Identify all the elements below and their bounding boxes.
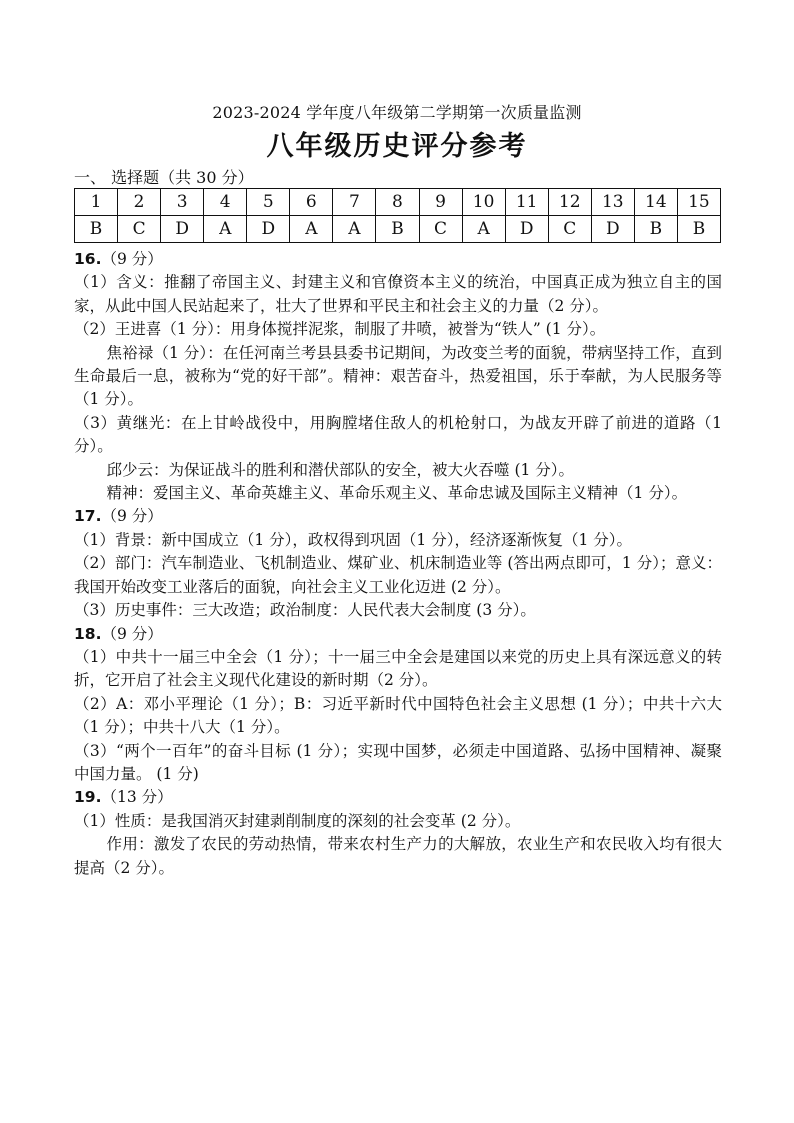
question-16-heading	[74, 248, 722, 271]
question-number: 18.	[74, 624, 102, 643]
question-number-cell: 15	[677, 189, 720, 216]
question-score: （13 分）	[101, 788, 173, 807]
answer-cell: B	[75, 216, 118, 243]
answer-cell: B	[634, 216, 677, 243]
question-number-cell: 14	[634, 189, 677, 216]
answer-paragraph: （1）背景：新中国成立（1 分），政权得到巩固（1 分），经济逐渐恢复（1 分）。	[74, 530, 632, 549]
answer-cell: A	[462, 216, 505, 243]
question-number-cell: 4	[204, 189, 247, 216]
answer-cell: A	[333, 216, 376, 243]
answer-key-table	[74, 188, 721, 243]
question-number-cell: 5	[247, 189, 290, 216]
answer-paragraph: （3）历史事件：三大改造；政治制度：人民代表大会制度 (3 分）。	[74, 601, 536, 620]
answer-cell: D	[505, 216, 548, 243]
question-number-cell: 10	[462, 189, 505, 216]
answer-paragraph: （2）A：邓小平理论（1 分）；B：习近平新时代中国特色社会主义思想 (1 分）；中共十六大（1 分）；中共十八大（1 分）。	[74, 694, 722, 737]
answer-cell: C	[118, 216, 161, 243]
section-heading-multiple-choice: 一、 选择题（共 30 分）	[74, 168, 254, 187]
answer-paragraph: （2）王进喜（1 分）：用身体搅拌泥浆，制服了井喷，被誉为“铁人” (1 分）。	[74, 320, 606, 339]
answer-cell: D	[161, 216, 204, 243]
question-number-cell: 2	[118, 189, 161, 216]
answer-cell: D	[247, 216, 290, 243]
question-number: 16.	[74, 250, 102, 268]
answer-paragraph: 精神：爱国主义、革命英雄主义、革命乐观主义、革命忠诚及国际主义精神（1 分）。	[106, 484, 688, 503]
question-17-heading	[74, 505, 722, 528]
answer-cell: A	[204, 216, 247, 243]
answer-paragraph: （3）“两个一百年”的奋斗目标 (1 分）；实现中国梦，必须走中国道路、弘扬中国精神、凝聚中国力量。 (1 分)	[74, 741, 722, 783]
exam-subtitle: 2023-2024 学年度八年级第二学期第一次质量监测	[212, 103, 582, 122]
answer-cell: C	[419, 216, 462, 243]
question-number-row	[75, 189, 721, 216]
answer-content	[74, 248, 722, 880]
question-number-cell: 1	[75, 189, 118, 216]
question-18-heading	[74, 623, 722, 646]
question-number: 17.	[74, 507, 102, 526]
answer-paragraph: （1）中共十一届三中全会（1 分）；十一届三中全会是建国以来党的历史上具有深远意义的转折，它开启了社会主义现代化建设的新时期（2 分）。	[74, 647, 722, 690]
answer-paragraph: 焦裕禄（1 分）：在任河南兰考县县委书记期间，为改变兰考的面貌，带病坚持工作，直到生命最后一息，被称为“党的好干部”。精神：艰苦奋斗，热爱祖国，乐于奉献，为人民服务等（1 分）。	[74, 343, 722, 409]
answer-cell: B	[376, 216, 419, 243]
question-number-cell: 7	[333, 189, 376, 216]
answer-paragraph: （1）含义：推翻了帝国主义、封建主义和官僚资本主义的统治，中国真正成为独立自主的国家，从此中国人民站起来了，壮大了世界和平民主和社会主义的力量（2 分）。	[74, 273, 722, 315]
question-number-cell: 9	[419, 189, 462, 216]
answer-row	[75, 216, 721, 243]
question-19-heading	[74, 786, 722, 809]
page-title: 八年级历史评分参考	[266, 131, 528, 162]
question-number-cell: 11	[505, 189, 548, 216]
answer-paragraph: （3）黄继光：在上甘岭战役中，用胸膛堵住敌人的机枪射口，为战友开辟了前进的道路（1 分）。	[74, 413, 722, 456]
answer-cell: A	[290, 216, 333, 243]
answer-paragraph: （2）部门：汽车制造业、飞机制造业、煤矿业、机床制造业等 (答出两点即可，1 分）；意义：我国开始改变工业落后的面貌，向社会主义工业化迈进 (2 分）。	[74, 554, 722, 596]
answer-paragraph: 作用：激发了农民的劳动热情，带来农村生产力的大解放，农业生产和农民收入均有很大提高（2 分）。	[74, 835, 722, 877]
question-score: （9 分）	[101, 624, 163, 643]
answer-paragraph: 邱少云：为保证战斗的胜利和潜伏部队的安全，被大火吞噬 (1 分）。	[106, 460, 575, 479]
question-score: （9 分）	[101, 507, 163, 526]
question-number-cell: 6	[290, 189, 333, 216]
answer-cell: D	[591, 216, 634, 243]
question-score: （9 分）	[101, 250, 163, 268]
question-number-cell: 13	[591, 189, 634, 216]
answer-paragraph: （1）性质：是我国消灭封建剥削制度的深刻的社会变革 (2 分）。	[74, 811, 521, 830]
answer-cell: C	[548, 216, 591, 243]
answer-cell: B	[677, 216, 720, 243]
question-number-cell: 3	[161, 189, 204, 216]
question-number: 19.	[74, 788, 102, 807]
question-number-cell: 12	[548, 189, 591, 216]
question-number-cell: 8	[376, 189, 419, 216]
